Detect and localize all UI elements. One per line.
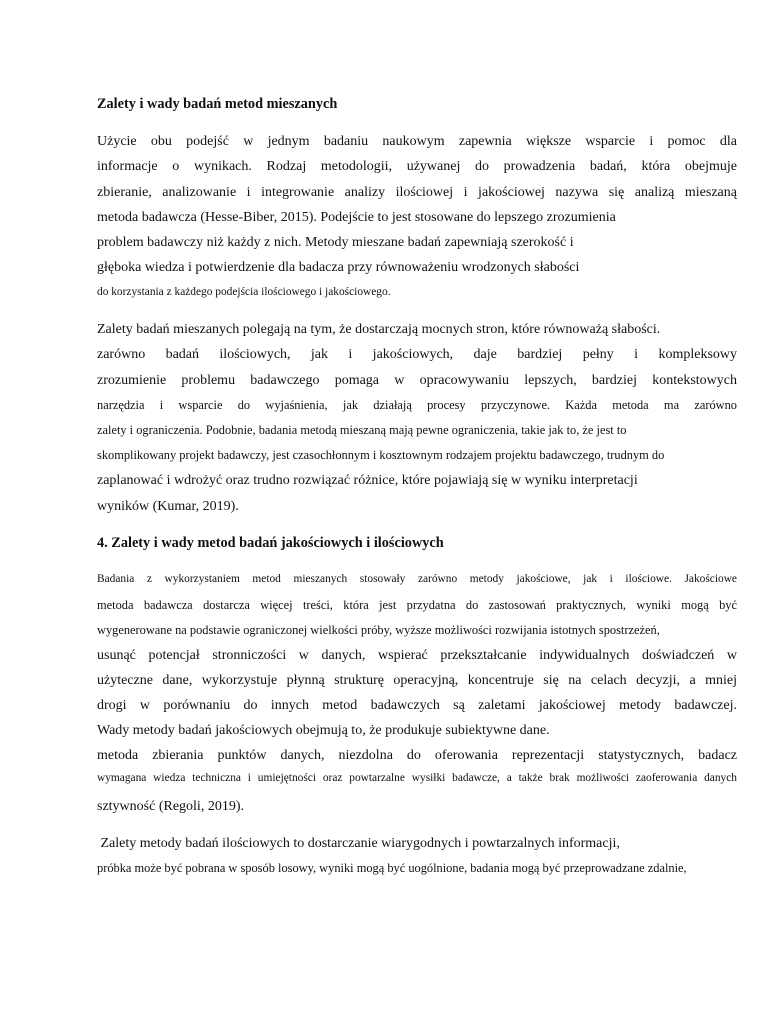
paragraph-line: zrozumienie problemu badawczego pomaga w opracowywaniu lepszych, bardziej kontekstowych <box>97 373 737 388</box>
section-heading-mixed-methods: Zalety i wady badań metod mieszanych <box>97 96 338 112</box>
paragraph-line: głęboka wiedza i potwierdzenie dla badacza przy równoważeniu wrodzonych słabości <box>97 260 580 275</box>
paragraph-line: wymagana wiedza techniczna i umiejętności oraz powtarzalne wysiłki badawcze, a także brak możliwości zaoferowania danych <box>97 772 737 784</box>
paragraph-line: Zalety badań mieszanych polegają na tym, że dostarczają mocnych stron, które równoważą słabości. <box>97 322 661 337</box>
paragraph-line: Zalety metody badań ilościowych to dostarczanie wiarygodnych i powtarzalnych informacji, <box>97 836 620 851</box>
paragraph-line: problem badawczy niż każdy z nich. Metody mieszane badań zapewniają szerokość i <box>97 235 574 250</box>
paragraph-line: narzędzia i wsparcie do wyjaśnienia, jak działają procesy przyczynowe. Każda metoda ma zarówno <box>97 398 737 412</box>
paragraph-line: zaplanować i wdrożyć oraz trudno rozwiązać różnice, które pojawiają się w wyniku interpretacji <box>97 473 638 488</box>
paragraph-line: do korzystania z każdego podejścia ilościowego i jakościowego. <box>97 286 391 298</box>
paragraph-line: użyteczne dane, wykorzystuje płynną strukturę operacyjną, koncentruje się na celach decyzji, a mniej <box>97 673 737 688</box>
paragraph-line: informacje o wynikach. Rodzaj metodologii, używanej do prowadzenia badań, która obejmuje <box>97 159 737 174</box>
paragraph-line: Wady metody badań jakościowych obejmują to, że produkuje subiektywne dane. <box>97 723 550 738</box>
paragraph-line: zalety i ograniczenia. Podobnie, badania metodą mieszaną mają pewne ograniczenia, takie jak to, że jest to <box>97 423 627 437</box>
paragraph-line: wyników (Kumar, 2019). <box>97 499 239 514</box>
paragraph-line: metoda badawcza (Hesse-Biber, 2015). Podejście to jest stosowane do lepszego zrozumienia <box>97 210 616 225</box>
paragraph-line: sztywność (Regoli, 2019). <box>97 799 244 814</box>
paragraph-line: skomplikowany projekt badawczy, jest czasochłonnym i kosztownym rodzajem projektu badawczego, trudnym do <box>97 448 665 462</box>
paragraph-line: zbieranie, analizowanie i integrowanie analizy ilościowej i jakościowej nazywa się analizą mieszaną <box>97 185 737 200</box>
paragraph-line: usunąć potencjał stronniczości w danych, wspierać przekształcanie indywidualnych doświadczeń w <box>97 648 737 663</box>
paragraph-line: Badania z wykorzystaniem metod mieszanych stosowały zarówno metody jakościowe, jak i ilościowe. Jakościowe <box>97 573 737 585</box>
paragraph-line: drogi w porównaniu do innych metod badawczych są zaletami jakościowej metody badawczej. <box>97 698 737 713</box>
paragraph-line: Użycie obu podejść w jednym badaniu naukowym zapewnia większe wsparcie i pomoc dla <box>97 134 737 149</box>
paragraph-line: próbka może być pobrana w sposób losowy, wyniki mogą być uogólnione, badania mogą być przeprowadzane zdalnie, <box>97 861 687 875</box>
paragraph-line: metoda badawcza dostarcza więcej treści, która jest przydatna do zastosowań praktycznych, wyniki mogą być <box>97 598 737 612</box>
paragraph-line: metoda zbierania punktów danych, niezdolna do oferowania reprezentacji statystycznych, badacz <box>97 748 737 763</box>
paragraph-line: zarówno badań ilościowych, jak i jakościowych, daje bardziej pełny i kompleksowy <box>97 347 737 362</box>
paragraph-line: wygenerowane na podstawie ograniczonej wielkości próby, wyższe możliwości rozwijania istotnych spostrzeżeń, <box>97 623 660 637</box>
section-heading-qualitative-quantitative: 4. Zalety i wady metod badań jakościowych i ilościowych <box>97 535 444 551</box>
